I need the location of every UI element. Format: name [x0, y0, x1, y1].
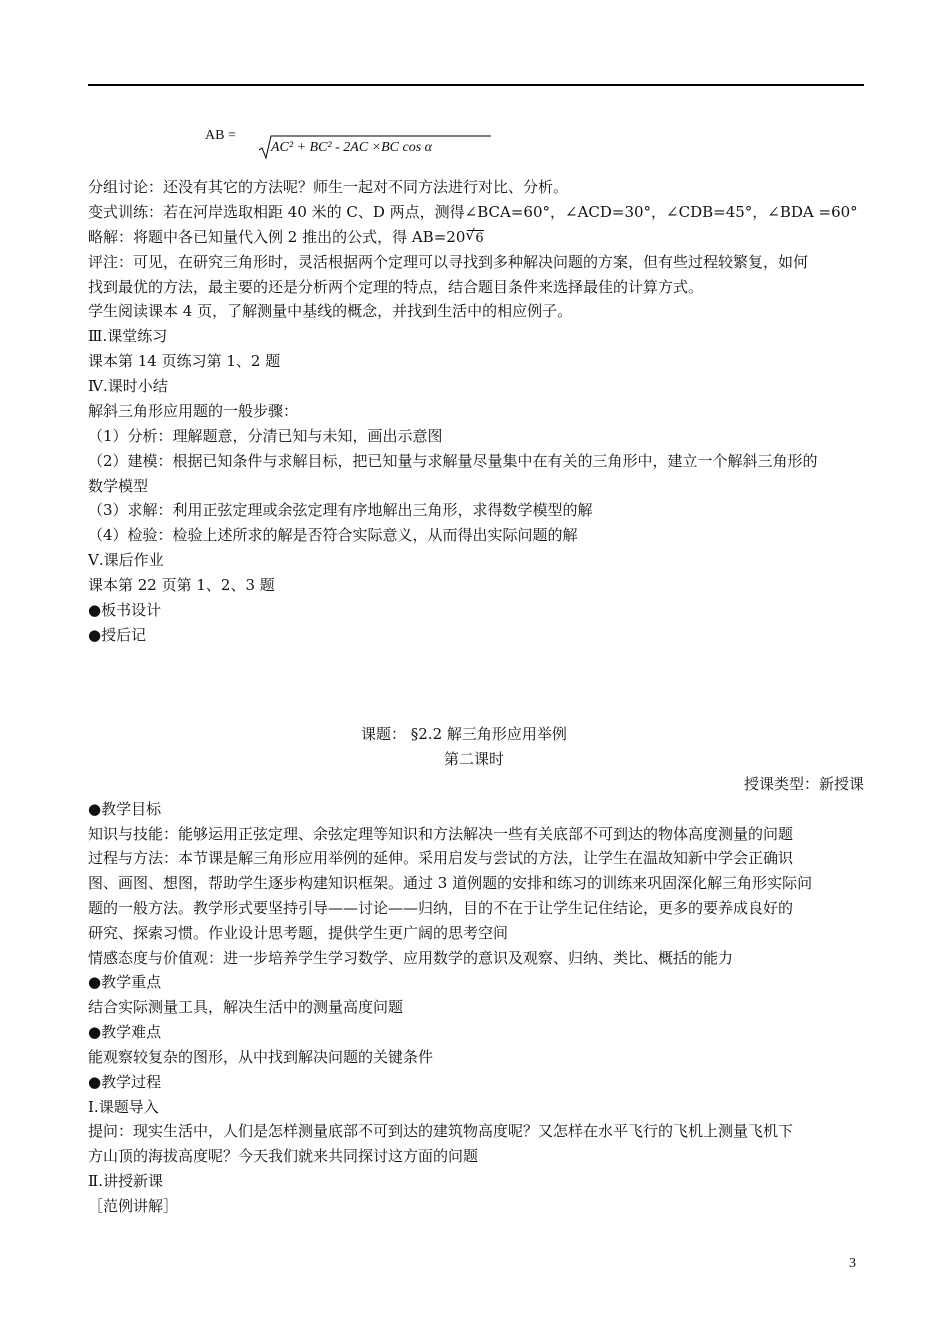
text-line: 学生阅读课本 4 页，了解测量中基线的概念，并找到生活中的相应例子。 [88, 302, 573, 320]
text-line: 评注：可见，在研究三角形时，灵活根据两个定理可以寻找到多种解决问题的方案，但有些过程较繁复，如何 [88, 253, 809, 271]
lesson-title: 课题： §2.2 解三角形应用举例 [361, 725, 567, 743]
text-line: 变式训练：若在河岸选取相距 40 米的 C、D 两点，测得∠BCA=60°，∠ACD=30°，∠CDB=45°，∠BDA =60° [88, 203, 858, 221]
text-line: 题的一般方法。教学形式要坚持引导——讨论——归纳，目的不在于让学生记住结论，更多的要养成良好的 [88, 899, 794, 917]
formula-lhs: AB = [205, 128, 236, 143]
bullet-heading: ●授后记 [88, 626, 147, 644]
section-heading: Ⅲ.课堂练习 [88, 327, 168, 345]
bullet-heading: ●教学目标 [88, 800, 162, 818]
text-line [88, 226, 484, 248]
text-line: （4）检验：检验上述所求的解是否符合实际意义，从而得出实际问题的解 [88, 526, 578, 544]
text-line: 研究、探索习惯。作业设计思考题，提供学生更广阔的思考空间 [88, 924, 509, 942]
text-line: 知识与技能：能够运用正弦定理、余弦定理等知识和方法解决一些有关底部不可到达的物体高度测量的问题 [88, 825, 794, 843]
lesson-subtitle: 第二课时 [444, 750, 505, 768]
text-line: （1）分析：理解题意，分清已知与未知，画出示意图 [88, 427, 443, 445]
text-line: 分组讨论：还没有其它的方法呢？师生一起对不同方法进行对比、分析。 [88, 178, 569, 196]
bullet-heading: ●板书设计 [88, 601, 162, 619]
section-heading: Ⅱ.讲授新课 [88, 1172, 163, 1190]
text-line: （2）建模：根据已知条件与求解目标，把已知量与求解量尽量集中在有关的三角形中，建立一个解斜三角形的 [88, 452, 818, 470]
section-heading: Ⅴ.课后作业 [88, 551, 164, 569]
square-root-sign [257, 134, 491, 160]
text-line: 课本第 22 页第 1、2、3 题 [88, 576, 275, 594]
bullet-heading: ●教学过程 [88, 1073, 162, 1091]
text-line: 提问：现实生活中，人们是怎样测量底部不可到达的建筑物高度呢？又怎样在水平飞行的飞机上测量飞机下 [88, 1122, 794, 1140]
text-line: 数学模型 [88, 477, 149, 495]
page-number: 3 [849, 1256, 856, 1271]
header-rule [88, 84, 864, 86]
text-segment: 略解：将题中各已知量代入例 2 推出的公式，得 AB=20 [88, 228, 466, 246]
text-line: 过程与方法：本节课是解三角形应用举例的延伸。采用启发与尝试的方法，让学生在温故知新中学会正确识 [88, 849, 794, 867]
text-line: 方山顶的海拔高度呢？今天我们就来共同探讨这方面的问题 [88, 1147, 479, 1165]
section-heading: Ⅰ.课题导入 [88, 1098, 159, 1116]
text-line: 课本第 14 页练习第 1、2 题 [88, 352, 281, 370]
text-line: 结合实际测量工具，解决生活中的测量高度问题 [88, 998, 404, 1016]
text-line: （3）求解：利用正弦定理或余弦定理有序地解出三角形，求得数学模型的解 [88, 501, 593, 519]
text-line: 图、画图、想图，帮助学生逐步构建知识框架。通过 3 道例题的安排和练习的训练来巩固深化解三角形实际问 [88, 874, 813, 892]
formula-radicand: AC² + BC² - 2AC ×BC cos α [271, 140, 433, 155]
lesson-type: 授课类型：新授课 [743, 775, 864, 793]
text-line: 解斜三角形应用题的一般步骤： [88, 402, 299, 420]
bullet-heading: ●教学难点 [88, 1023, 162, 1041]
text-line: 能观察较复杂的图形，从中找到解决问题的关键条件 [88, 1048, 434, 1066]
sqrt-six: √ 6 [467, 230, 483, 246]
text-line: ［范例讲解］ [88, 1197, 179, 1215]
text-line: 情感态度与价值观：进一步培养学生学习数学、应用数学的意识及观察、归纳、类比、概括的能力 [88, 949, 734, 967]
bullet-heading: ●教学重点 [88, 973, 162, 991]
section-heading: Ⅳ.课时小结 [88, 377, 168, 395]
text-line: 找到最优的方法，最主要的还是分析两个定理的特点，结合题目条件来选择最佳的计算方式。 [88, 278, 704, 296]
